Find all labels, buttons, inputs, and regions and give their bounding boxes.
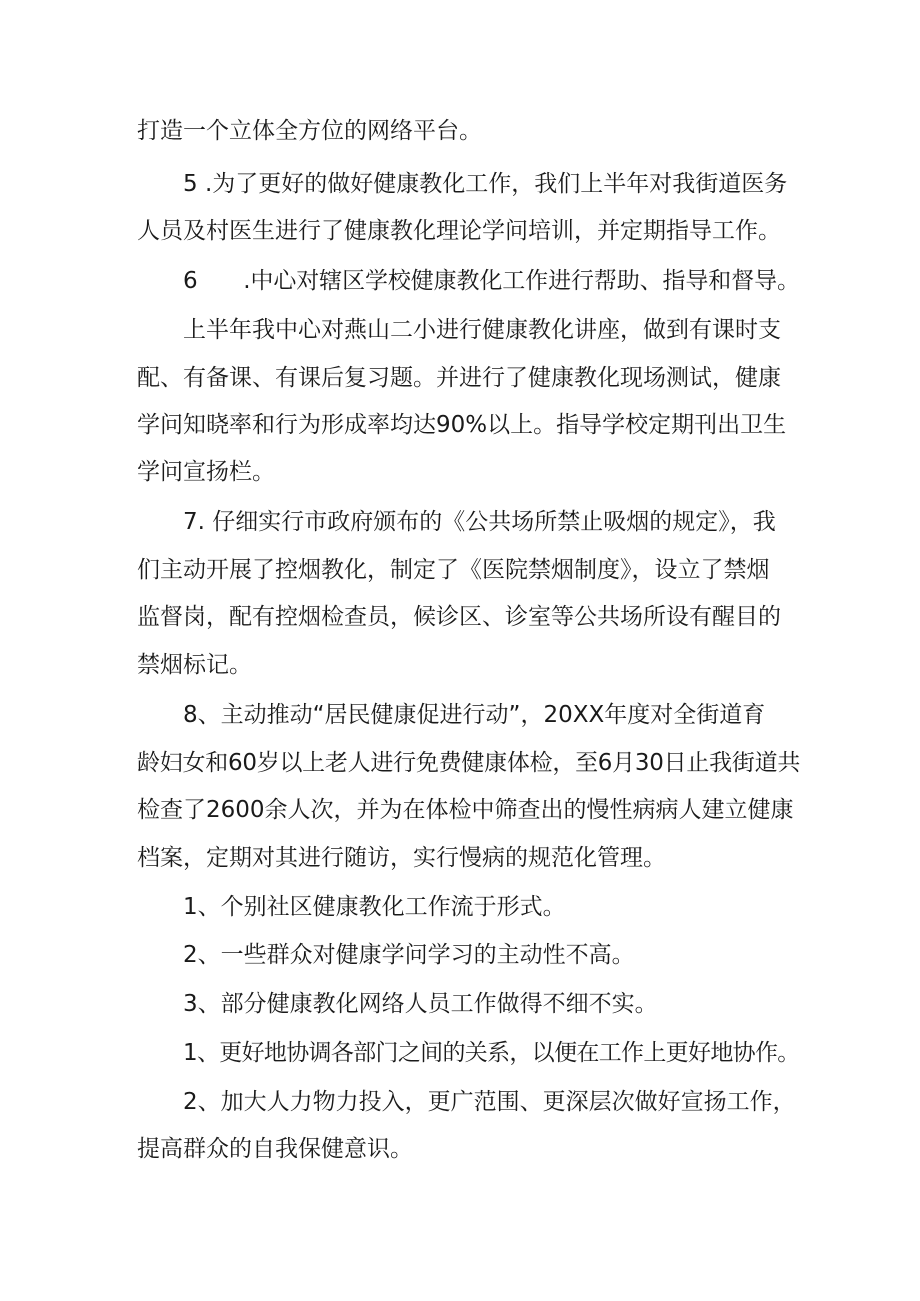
text-line: 上半年我中心对燕山二小进行健康教化讲座，做到有课时支 (183, 317, 781, 343)
text-line: 1、更好地协调各部门之间的关系，以便在工作上更好地协作。 (183, 1040, 800, 1066)
text-line: 2、一些群众对健康学问学习的主动性不高。 (183, 942, 635, 968)
text-line: 8、主动推动“居民健康促进行动”，20XX年度对全街道育 (183, 702, 766, 728)
text-line: 学问知晓率和行为形成率均达90%以上。指导学校定期刊出卫生 (137, 412, 787, 438)
text-line: 打造一个立体全方位的网络平台。 (137, 118, 482, 144)
text-line: 们主动开展了控烟教化，制定了《医院禁烟制度》，设立了禁烟 (137, 557, 770, 583)
text-line: 2、加大人力物力投入，更广范围、更深层次做好宣扬工作， (183, 1089, 796, 1115)
text-line: 6 .中心对辖区学校健康教化工作进行帮助、指导和督导。 (183, 268, 800, 294)
text-line: 档案，定期对其进行随访，实行慢病的规范化管理。 (137, 845, 666, 871)
text-line: 学问宣扬栏。 (137, 459, 275, 485)
text-line: 提高群众的自我保健意识。 (137, 1136, 413, 1162)
text-line: 禁烟标记。 (137, 652, 252, 678)
text-line: 1、个别社区健康教化工作流于形式。 (183, 894, 566, 920)
text-line: 检查了2600余人次，并为在体检中筛查出的慢性病病人建立健康 (137, 797, 794, 823)
text-line: 7. 仔细实行市政府颁布的《公共场所禁止吸烟的规定》，我 (183, 509, 776, 535)
text-line: 5 .为了更好的做好健康教化工作，我们上半年对我街道医务 (183, 171, 788, 197)
text-line: 龄妇女和60岁以上老人进行免费健康体检，至6月30日止我街道共 (137, 750, 801, 776)
text-line: 人员及村医生进行了健康教化理论学问培训，并定期指导工作。 (137, 218, 781, 244)
text-line: 配、有备课、有课后复习题。并进行了健康教化现场测试，健康 (137, 365, 781, 391)
text-line: 3、部分健康教化网络人员工作做得不细不实。 (183, 991, 658, 1017)
text-line: 监督岗，配有控烟检查员，候诊区、诊室等公共场所设有醒目的 (137, 604, 781, 630)
